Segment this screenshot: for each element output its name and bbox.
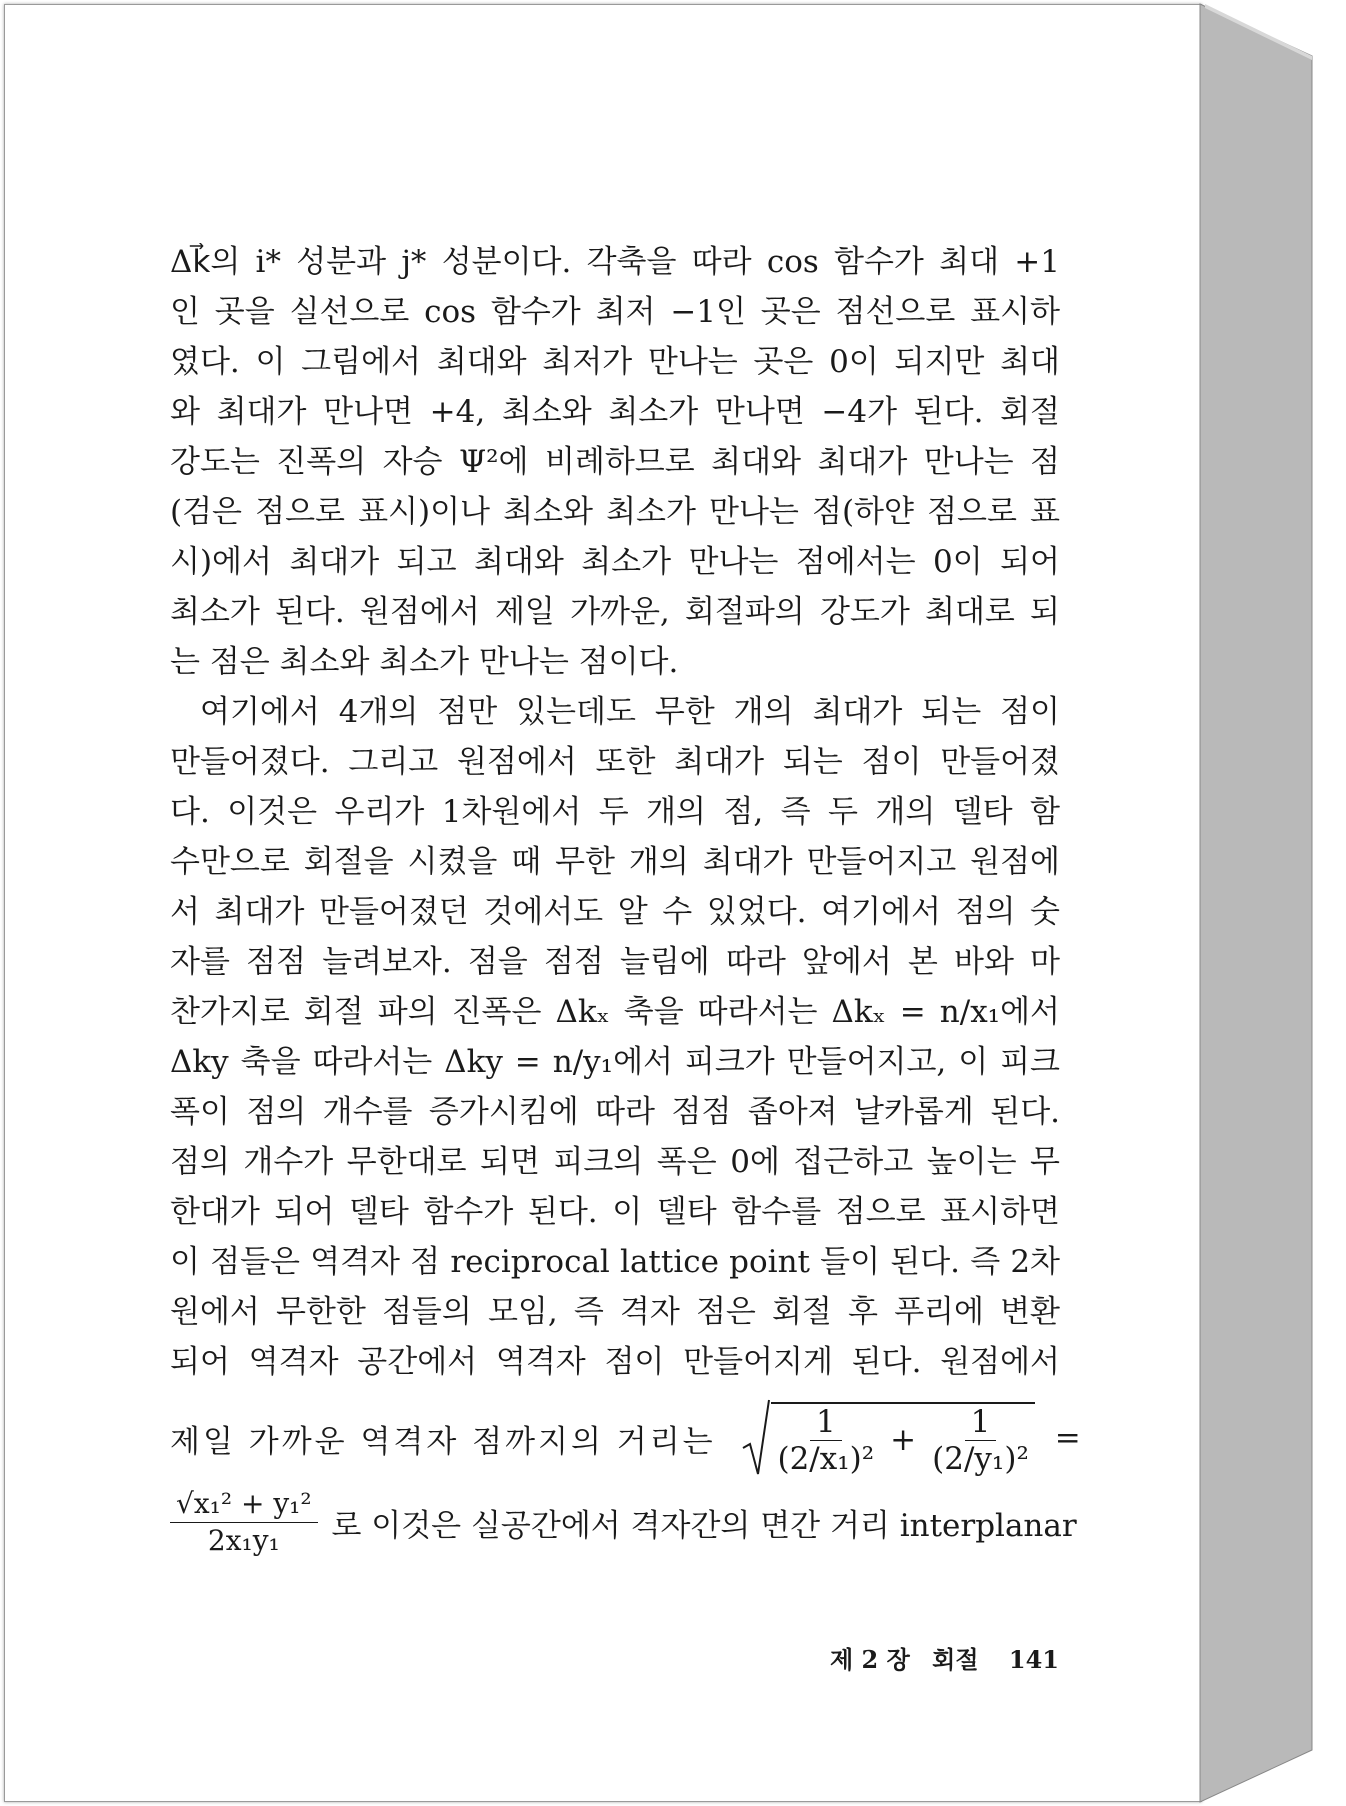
page-number: 141 (1008, 1645, 1059, 1674)
denominator: (2/x₁)² (777, 1440, 875, 1477)
text-line: 는 점은 최소와 최소가 만나는 점이다. (170, 644, 679, 680)
equals-sign: = (1054, 1420, 1081, 1456)
text-line: 인 곳을 실선으로 cos 함수가 최저 −1인 곳은 점선으로 표시하 (170, 294, 1060, 330)
radical-sign (741, 1398, 771, 1478)
text-line: 원에서 무한한 점들의 모임, 즉 격자 점은 회절 후 푸리에 변환 (170, 1294, 1060, 1330)
text-line: 최소가 된다. 원점에서 제일 가까운, 회절파의 강도가 최대로 되 (170, 594, 1060, 630)
page-footer (830, 1640, 1073, 1675)
fraction-x (771, 1403, 880, 1477)
text-line: 강도는 진폭의 자승 Ψ²에 비례하므로 최대와 최대가 만나는 점 (170, 444, 1060, 480)
text-line: 만들어졌다. 그리고 원점에서 또한 최대가 되는 점이 만들어졌 (170, 744, 1060, 780)
plus-sign: + (890, 1422, 917, 1458)
denominator: 2x₁y₁ (207, 1524, 280, 1557)
text-line: 와 최대가 만나면 +4, 최소와 최소가 만나면 −4가 된다. 회절 (170, 394, 1060, 430)
text-line: 다. 이것은 우리가 1차원에서 두 개의 점, 즉 두 개의 델타 함 (170, 794, 1060, 830)
text-line: 이 점들은 역격자 점 reciprocal lattice point 들이 된다. 즉 2차 (170, 1244, 1060, 1280)
text-line: 되어 역격자 공간에서 역격자 점이 만들어지게 된다. 원점에서 (170, 1344, 1060, 1380)
numerator: 1 (965, 1406, 997, 1441)
text-line: 점의 개수가 무한대로 되면 피크의 폭은 0에 접근하고 높이는 무 (170, 1144, 1060, 1180)
text-line: 시)에서 최대가 되고 최대와 최소가 만나는 점에서는 0이 되어 (170, 544, 1060, 580)
text-line: (검은 점으로 표시)이나 최소와 최소가 만나는 점(하얀 점으로 표 (170, 494, 1060, 530)
formula-prefix-text: 제일 가까운 역격자 점까지의 거리는 (170, 1423, 716, 1460)
numerator: √x₁² + y₁² (170, 1488, 318, 1523)
paragraph-start-line: 여기에서 4개의 점만 있는데도 무한 개의 최대가 되는 점이 (200, 694, 1060, 730)
sqrt-expression (741, 1398, 1034, 1478)
text-line: 였다. 이 그림에서 최대와 최저가 만나는 곳은 0이 되지만 최대 (170, 344, 1060, 380)
text-line: 수만으로 회절을 시켰을 때 무한 개의 최대가 만들어지고 원점에 (170, 844, 1060, 880)
text-line: Δk⃗의 i* 성분과 j* 성분이다. 각축을 따라 cos 함수가 최대 +1 (170, 244, 1060, 280)
result-line (170, 1488, 1077, 1557)
chapter-label: 제 2 장 (830, 1645, 910, 1674)
text-line: 서 최대가 만들어졌던 것에서도 알 수 있었다. 여기에서 점의 숫 (170, 894, 1060, 930)
denominator: (2/y₁)² (932, 1440, 1029, 1477)
text-line: 자를 점점 늘려보자. 점을 점점 늘림에 따라 앞에서 본 바와 마 (170, 944, 1060, 980)
result-fraction (170, 1488, 318, 1557)
numerator: 1 (810, 1406, 842, 1441)
text-line: 찬가지로 회절 파의 진폭은 Δkₓ 축을 따라서는 Δkₓ = n/x₁에서 (170, 994, 1060, 1030)
text-line: 한대가 되어 델타 함수가 된다. 이 델타 함수를 점으로 표시하면 (170, 1194, 1060, 1230)
distance-formula-line (170, 1398, 1081, 1478)
result-text: 로 이것은 실공간에서 격자간의 면간 거리 interplanar (331, 1508, 1077, 1544)
text-line: Δky 축을 따라서는 Δky = n/y₁에서 피크가 만들어지고, 이 피크 (170, 1044, 1060, 1080)
fraction-y (926, 1403, 1035, 1477)
chapter-title: 회절 (932, 1645, 979, 1674)
text-line: 폭이 점의 개수를 증가시킴에 따라 점점 좁아져 날카롭게 된다. (170, 1094, 1060, 1130)
